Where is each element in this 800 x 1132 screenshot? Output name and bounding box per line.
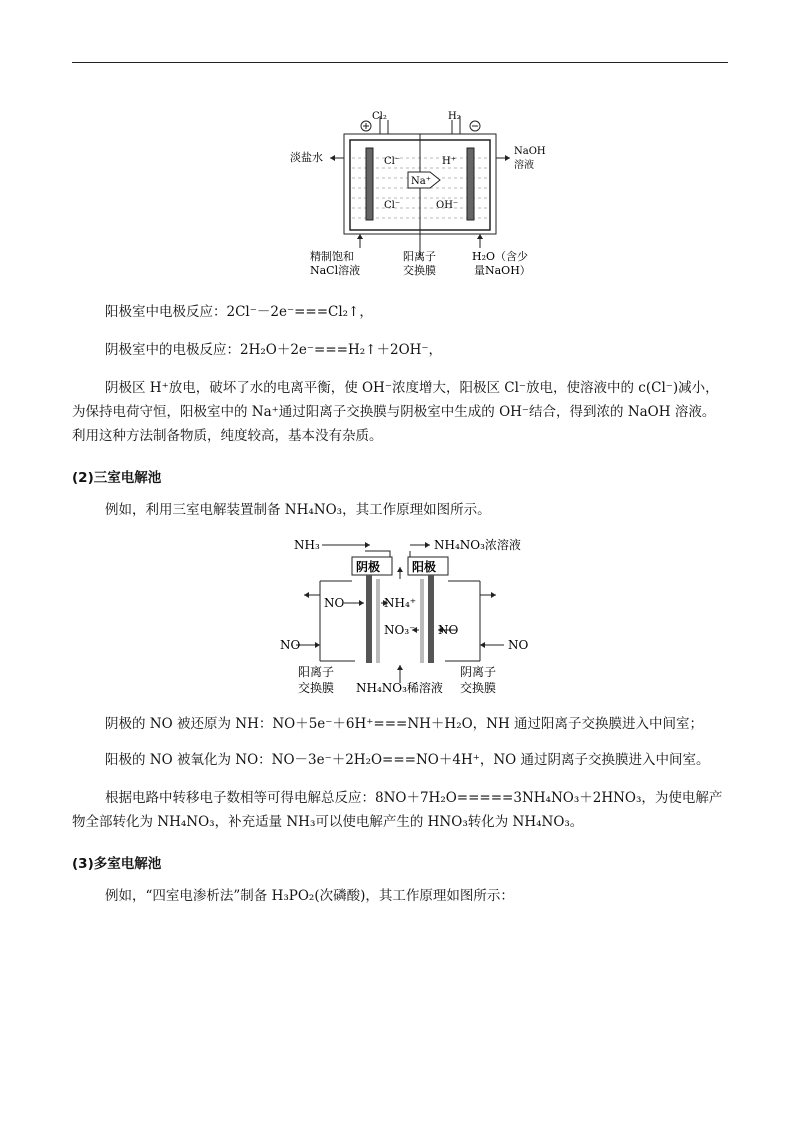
- heading-multi-chamber: (3)多室电解池: [72, 856, 162, 872]
- right-inflow-label-1: H₂O（含少: [472, 250, 529, 263]
- no3-ion: NO₃⁻: [384, 623, 416, 637]
- no-left-inner: NO: [324, 596, 345, 610]
- cation-membrane-label-2: 交换膜: [298, 681, 335, 695]
- no-right-inflow: NO: [508, 638, 529, 652]
- right-inflow-label-2: 量NaOH）: [474, 264, 531, 277]
- left-outflow-label: 淡盐水: [290, 151, 323, 164]
- middle-inflow-label: NH₄NO₃稀溶液: [356, 681, 443, 695]
- anion-membrane-label-2: 交换膜: [460, 681, 497, 695]
- product-label: NH₄NO₃浓溶液: [434, 538, 521, 552]
- cathode-reaction-text: 阴极室中的电极反应：2H₂O＋2e⁻===H₂↑＋2OH⁻，: [105, 342, 443, 358]
- membrane-label-1: 阳离子: [403, 250, 436, 263]
- total-reaction-paragraph: 根据电路中转移电子数相等可得电解总反应：8NO＋7H₂O=====3NH₄NO₃＋2HNO₃，为使电解产物全部转化为 NH₄NO₃，补充适量 NH₃可以使电解产生的 HNO₃转化为 NH₄NO₃。: [72, 790, 723, 830]
- cathode-no-text: 阴极的 NO 被还原为 NH：NO＋5e⁻＋6H⁺===NH＋H₂O，NH 通过阳离子交换膜进入中间室；: [105, 716, 704, 732]
- no-right-inner: NO: [438, 623, 459, 637]
- three-chamber-diagram: [280, 533, 580, 698]
- right-outflow-label-1: NaOH: [514, 146, 546, 157]
- nh3-label: NH₃: [294, 538, 320, 552]
- cl-ion-bottom: Cl⁻: [384, 200, 401, 211]
- h-ion: H⁺: [442, 156, 456, 167]
- membrane-label-2: 交换膜: [403, 264, 436, 277]
- no-left-inflow: NO: [280, 638, 301, 652]
- anion-membrane-label-1: 阴离子: [460, 665, 497, 679]
- chlor-alkali-diagram: [290, 108, 550, 278]
- cl-ion-top: Cl⁻: [384, 156, 401, 167]
- anode-no-text: 阳极的 NO 被氧化为 NO：NO－3e⁻＋2H₂O===NO＋4H⁺，NO 通过阴离子交换膜进入中间室。: [105, 752, 710, 768]
- example-three-chamber: 例如，利用三室电解装置制备 NH₄NO₃，其工作原理如图所示。: [105, 502, 491, 518]
- header-rule: [72, 62, 728, 63]
- heading-three-chamber: (2)三室电解池: [72, 470, 162, 486]
- left-inflow-label-2: NaCl溶液: [310, 264, 361, 277]
- cathode-label: 阴极: [356, 560, 381, 574]
- na-ion: Na⁺: [411, 176, 431, 187]
- cation-membrane-label-1: 阳离子: [298, 665, 335, 679]
- example-multi-chamber: 例如，“四室电渗析法”制备 H₃PO₂(次磷酸)，其工作原理如图所示：: [105, 888, 514, 904]
- cl2-label: Cl₂: [372, 111, 387, 122]
- left-inflow-label-1: 精制饱和: [310, 250, 354, 263]
- nh4-ion: NH₄⁺: [384, 596, 417, 610]
- anode-reaction-text: 阳极室中电极反应：2Cl⁻－2e⁻===Cl₂↑，: [105, 304, 373, 320]
- oh-ion: OH⁻: [436, 200, 459, 211]
- explanation-paragraph: 阴极区 H⁺放电，破坏了水的电离平衡，使 OH⁻浓度增大，阳极区 Cl⁻放电，使溶液中的 c(Cl⁻)减小，为保持电荷守恒，阳极室中的 Na⁺通过阳离子交换膜与阴极室中生成的 OH⁻结合，得到浓的 NaOH 溶液。利用这种方法制备物质，纯度较高，基本没有杂质。: [72, 380, 719, 444]
- anode-label: 阳极: [412, 560, 437, 574]
- right-outflow-label-2: 溶液: [514, 160, 534, 171]
- h2-label: H₂: [448, 111, 461, 122]
